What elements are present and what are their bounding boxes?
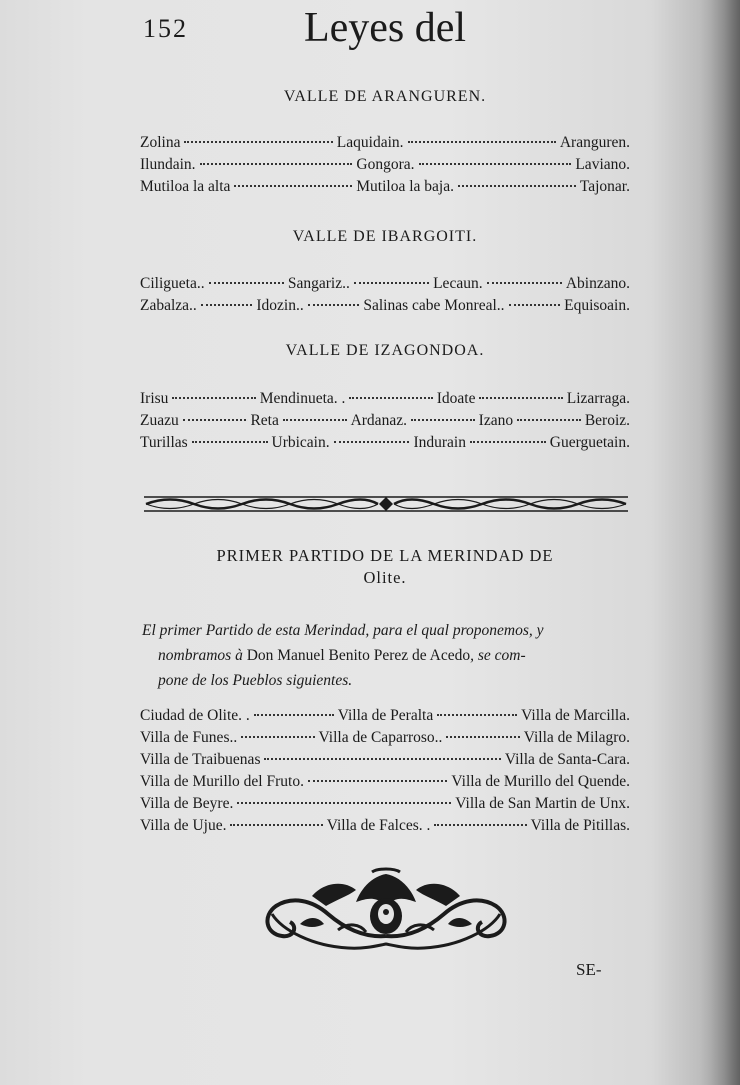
town-name: Equisoain. bbox=[564, 297, 630, 314]
leader-dots bbox=[349, 397, 432, 399]
town-name: Turillas bbox=[140, 434, 188, 451]
villa-name: Villa de Beyre. bbox=[140, 795, 234, 812]
leader-dots bbox=[354, 282, 429, 284]
town-name: Reta bbox=[250, 412, 279, 429]
page-gutter-shadow bbox=[700, 0, 740, 1085]
section-heading-aranguren: VALLE DE ARANGUREN. bbox=[283, 88, 487, 105]
villa-row bbox=[140, 707, 630, 729]
villa-name: Villa de Falces. . bbox=[326, 817, 431, 834]
town-name: Mutiloa la baja. bbox=[356, 178, 454, 195]
leader-dots bbox=[308, 304, 360, 306]
villa-name: Ciudad de Olite. . bbox=[140, 707, 250, 724]
town-name: Indurain bbox=[413, 434, 466, 451]
town-name: Mendinueta. . bbox=[259, 390, 346, 407]
town-list-aranguren bbox=[140, 134, 630, 200]
leader-dots bbox=[230, 824, 322, 826]
catchword: SE- bbox=[576, 960, 602, 979]
leader-dots bbox=[479, 397, 562, 399]
town-name: Zuazu bbox=[140, 412, 179, 429]
partido-heading-line1: PRIMER PARTIDO DE LA MERINDAD DE bbox=[216, 546, 554, 565]
leader-dots bbox=[183, 419, 247, 421]
town-row bbox=[140, 434, 630, 456]
leader-dots bbox=[419, 163, 572, 165]
town-row bbox=[140, 178, 630, 200]
town-name: Laquidain. bbox=[336, 134, 404, 151]
town-name: Gongora. bbox=[356, 156, 415, 173]
town-name: Lecaun. bbox=[433, 275, 483, 292]
town-row bbox=[140, 412, 630, 434]
villa-name: Villa de Milagro. bbox=[523, 729, 630, 746]
leader-dots bbox=[283, 419, 347, 421]
town-name: Guerguetain. bbox=[549, 434, 630, 451]
leader-dots bbox=[234, 185, 352, 187]
woodcut-vignette-icon bbox=[252, 866, 520, 958]
villa-name: Villa de Funes.. bbox=[140, 729, 238, 746]
leader-dots bbox=[237, 802, 451, 804]
villa-name: Villa de San Martin de Unx. bbox=[455, 795, 630, 812]
leader-dots bbox=[411, 419, 475, 421]
running-head: Leyes del bbox=[303, 5, 467, 51]
intro-line2 bbox=[142, 643, 630, 668]
leader-dots bbox=[458, 185, 576, 187]
leader-dots bbox=[308, 780, 447, 782]
page-number: 152 bbox=[143, 14, 188, 43]
intro-line2-name: Don Manuel Benito Perez de Acedo bbox=[246, 647, 471, 664]
town-name: Irisu bbox=[140, 390, 169, 407]
town-row bbox=[140, 134, 630, 156]
villa-name: Villa de Murillo del Quende. bbox=[451, 773, 630, 790]
leader-dots bbox=[209, 282, 284, 284]
villa-name: Villa de Peralta bbox=[337, 707, 434, 724]
partido-heading bbox=[140, 545, 630, 589]
town-list-ibargoiti bbox=[140, 275, 630, 319]
town-name: Ilundain. bbox=[140, 156, 196, 173]
town-name: Lizarraga. bbox=[566, 390, 631, 407]
partido-heading-line2: Olite. bbox=[363, 568, 407, 587]
villa-row bbox=[140, 795, 630, 817]
leader-dots bbox=[201, 304, 253, 306]
town-name: Ardanaz. bbox=[350, 412, 407, 429]
town-name: Tajonar. bbox=[579, 178, 630, 195]
section-heading-izagondoa: VALLE DE IZAGONDOA. bbox=[285, 342, 485, 359]
ornament-band-divider bbox=[142, 494, 630, 514]
town-row bbox=[140, 156, 630, 178]
town-name: Zolina bbox=[140, 134, 181, 151]
intro-line2-italic: nombramos à bbox=[158, 647, 243, 664]
leader-dots bbox=[264, 758, 500, 760]
leader-dots bbox=[446, 736, 519, 738]
villa-name: Villa de Murillo del Fruto. bbox=[140, 773, 304, 790]
town-name: Abinzano. bbox=[565, 275, 630, 292]
villa-name: Villa de Marcilla. bbox=[521, 707, 630, 724]
villa-row bbox=[140, 751, 630, 773]
leader-dots bbox=[254, 714, 334, 716]
intro-line1: El primer Partido de esta Merindad, para el qual proponemos, y bbox=[142, 622, 544, 639]
leader-dots bbox=[192, 441, 268, 443]
villa-row bbox=[140, 773, 630, 795]
leader-dots bbox=[241, 736, 314, 738]
leader-dots bbox=[517, 419, 581, 421]
leader-dots bbox=[172, 397, 255, 399]
town-name: Idoate bbox=[436, 390, 476, 407]
leader-dots bbox=[334, 441, 410, 443]
town-name: Sangariz.. bbox=[287, 275, 350, 292]
leader-dots bbox=[408, 141, 556, 143]
town-name: Salinas cabe Monreal.. bbox=[363, 297, 505, 314]
villa-name: Villa de Traibuenas bbox=[140, 751, 261, 768]
leader-dots bbox=[200, 163, 353, 165]
intro-line2-tail: , se com- bbox=[470, 647, 526, 664]
intro-line3: pone de los Pueblos siguientes. bbox=[158, 672, 353, 689]
leader-dots bbox=[184, 141, 332, 143]
town-row bbox=[140, 275, 630, 297]
town-name: Urbicain. bbox=[271, 434, 330, 451]
villa-list bbox=[140, 707, 630, 839]
leader-dots bbox=[509, 304, 561, 306]
town-name: Mutiloa la alta bbox=[140, 178, 231, 195]
leader-dots bbox=[487, 282, 562, 284]
town-name: Aranguren. bbox=[559, 134, 630, 151]
villa-name: Villa de Pitillas. bbox=[530, 817, 631, 834]
town-name: Laviano. bbox=[575, 156, 631, 173]
villa-name: Villa de Caparroso.. bbox=[318, 729, 443, 746]
town-name: Zabalza.. bbox=[140, 297, 197, 314]
town-name: Beroiz. bbox=[584, 412, 631, 429]
town-list-izagondoa bbox=[140, 390, 630, 456]
leader-dots bbox=[437, 714, 517, 716]
villa-row bbox=[140, 729, 630, 751]
section-heading-ibargoiti: VALLE DE IBARGOITI. bbox=[292, 228, 478, 245]
leader-dots bbox=[434, 824, 526, 826]
town-row bbox=[140, 390, 630, 412]
town-name: Idozin.. bbox=[256, 297, 304, 314]
town-name: Ciligueta.. bbox=[140, 275, 205, 292]
villa-row bbox=[140, 817, 630, 839]
villa-name: Villa de Santa-Cara. bbox=[504, 751, 630, 768]
leader-dots bbox=[470, 441, 546, 443]
town-row bbox=[140, 297, 630, 319]
intro-paragraph bbox=[142, 618, 630, 693]
town-name: Izano bbox=[478, 412, 514, 429]
villa-name: Villa de Ujue. bbox=[140, 817, 227, 834]
